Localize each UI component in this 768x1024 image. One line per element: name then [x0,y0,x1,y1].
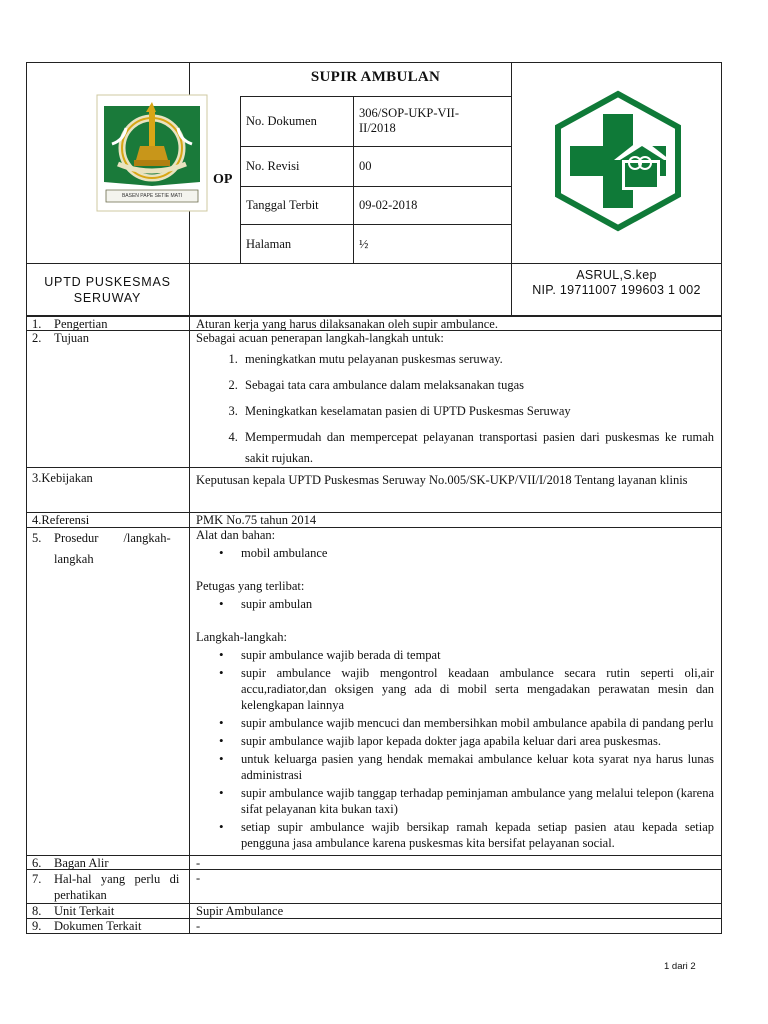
tujuan-list [196,349,714,469]
section-label-dokumen: 9. Dokumen Terkait [32,919,142,933]
list-item: 1. meningkatkan mutu pelayanan puskesmas seruway. [241,349,714,370]
sop-label: OP [213,172,233,187]
section-label-tujuan: 2. Tujuan [32,331,89,345]
petugas-list [196,596,714,612]
section-body-prosedur [196,528,714,853]
tujuan-intro: Sebagai acuan penerapan langkah-langkah untuk: [196,331,444,345]
section-label-pengertian: 1. Pengertian [32,317,108,331]
list-item: • supir ambulan [241,596,714,612]
list-item: • supir ambulance wajib mengontrol keadaan ambulance secara rutin seperti oli,air accu,radiator,dan oksigen yang ada di mobil serta mengadakan perawatan mesin dan kelengkapan lainnya [241,665,714,713]
section-text-bagan: - [196,856,201,870]
puskesmas-logo [552,90,684,232]
section-text-unit: Supir Ambulance [196,904,284,918]
doc-number-value: 306/SOP-UKP-VII-II/2018 [359,106,459,135]
alat-list [196,545,714,561]
section-body-tujuan [196,331,714,474]
signer-name: ASRUL,S.kep [576,268,657,282]
section-label-referensi: 4.Referensi [32,513,90,527]
page-label: Halaman [246,237,292,251]
list-item: 4. Mempermudah dan mempercepat pelayanan transportasi pasien dari puskesmas ke rumah sakit rujukan. [241,427,714,469]
revision-label: No. Revisi [246,159,300,173]
emblem-motto: BASEN PAPE SETIE MATI [121,193,183,199]
signer-nip: NIP. 19711007 199603 1 002 [532,283,701,297]
issue-date-value: 09-02-2018 [359,198,418,212]
alat-title: Alat dan bahan: [196,528,276,542]
revision-value: 00 [359,159,372,173]
section-label-prosedur: 5. Prosedur /langkah- langkah [32,531,171,566]
section-label-unit: 8. Unit Terkait [32,904,115,918]
page-value: ½ [359,237,369,251]
list-item: 2. Sebagai tata cara ambulance dalam melaksanakan tugas [241,375,714,396]
section-label-hal: 7. Hal-hal yang perlu di perhatikan [32,872,180,902]
section-text-dokumen: - [196,919,201,933]
petugas-title: Petugas yang terlibat: [196,579,305,593]
organization-name: UPTD PUSKESMAS SERUWAY [44,275,171,305]
list-item: • supir ambulance wajib tanggap terhadap peminjaman ambulance yang melalui telepon (karena sifat pelayanan kita bukan taxi) [241,785,714,817]
list-item: 3. Meningkatkan keselamatan pasien di UPTD Puskesmas Seruway [241,401,714,422]
section-text-kebijakan: Keputusan kepala UPTD Puskesmas Seruway No.005/SK-UKP/VII/I/2018 Tentang layanan klinis [196,473,688,487]
list-item: • supir ambulance wajib berada di tempat [241,647,714,663]
page-number: 1 dari 2 [664,961,696,972]
section-text-pengertian: Aturan kerja yang harus dilaksanakan oleh supir ambulance. [196,317,498,331]
list-item: • supir ambulance wajib lapor kepada dokter jaga apabila keluar dari area puskesmas. [241,733,714,749]
doc-number-label: No. Dokumen [246,114,317,128]
section-text-referensi: PMK No.75 tahun 2014 [196,513,317,527]
langkah-list [196,647,714,851]
langkah-title: Langkah-langkah: [196,630,287,644]
section-label-kebijakan: 3.Kebijakan [32,471,93,485]
list-item: • setiap supir ambulance wajib bersikap ramah kepada setiap pasien atau kepada setiap pengguna jasa ambulance karena puskesmas kita bersifat pelayanan social. [241,819,714,851]
regency-emblem-logo [96,94,208,212]
list-item: • untuk keluarga pasien yang hendak memakai ambulance keluar kota syarat nya harus lunas administrasi [241,751,714,783]
section-label-bagan: 6. Bagan Alir [32,856,109,870]
list-item: • mobil ambulance [241,545,714,561]
issue-date-label: Tanggal Terbit [246,198,319,212]
list-item: • supir ambulance wajib mencuci dan membersihkan mobil ambulance apabila di pandang perlu [241,715,714,731]
document-title: SUPIR AMBULAN [310,69,441,85]
section-text-hal: - [196,871,201,885]
